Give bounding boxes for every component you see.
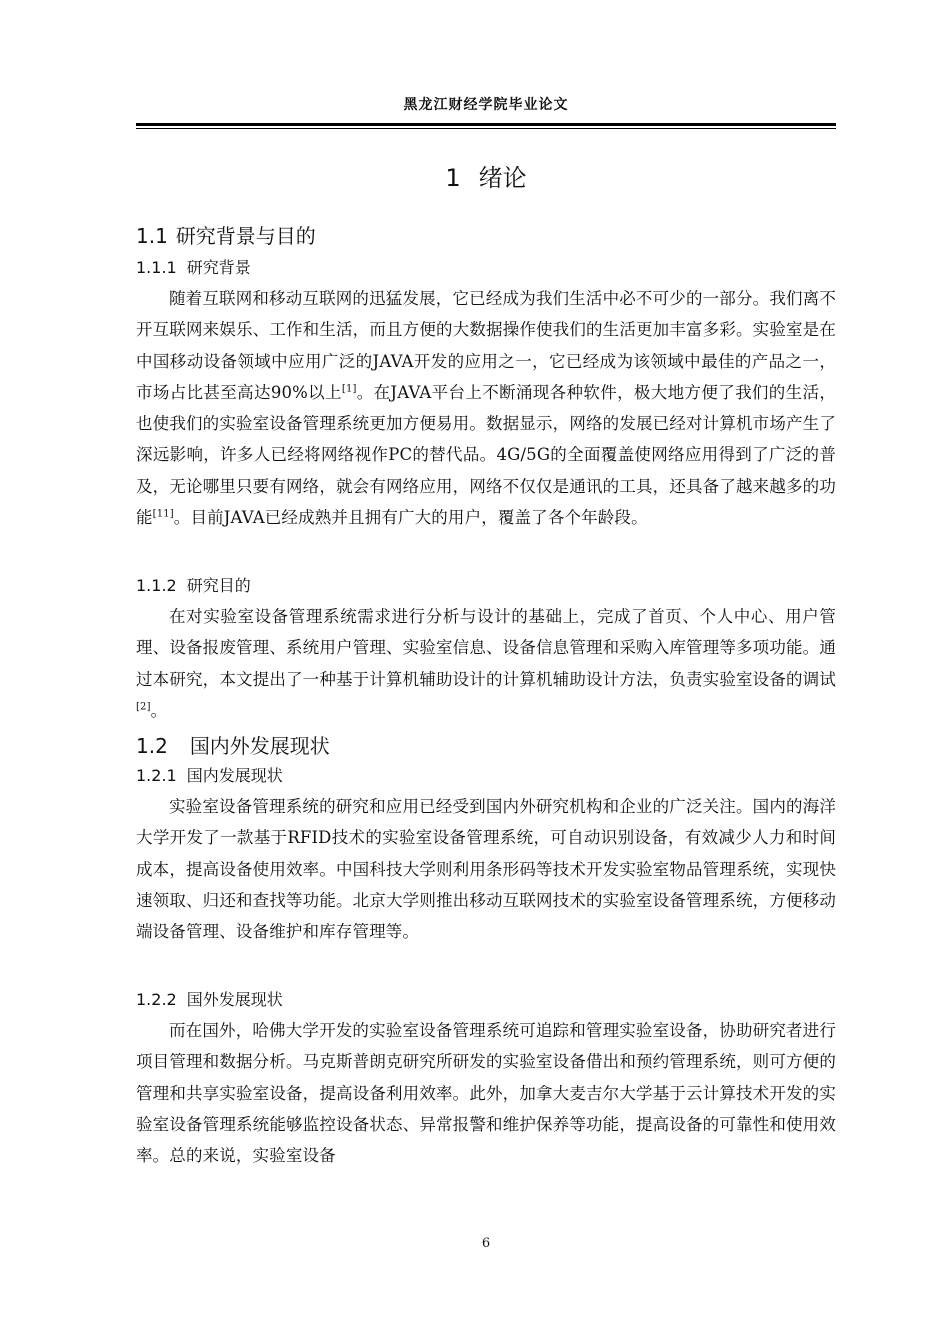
page-number: 6	[481, 1236, 491, 1251]
paragraph-research-purpose	[136, 601, 836, 726]
subsection-number: 1.2.1	[136, 766, 177, 785]
header-rule-thin	[136, 128, 836, 129]
section-heading-1-1	[136, 221, 836, 251]
chapter-number: 1	[445, 164, 461, 192]
subsection-number: 1.2.2	[136, 990, 177, 1009]
paragraph-text: 实验室设备管理系统的研究和应用已经受到国内外研究机构和企业的广泛关注。国内的海洋大学开发了一款基于RFID技术的实验室设备管理系统，可自动识别设备，有效减少人力和时间成本，提高设备使用效率。中国科技大学则利用条形码等技术开发实验室物品管理系统，实现快速领取、归还和查找等功能。北京大学则推出移动互联网技术的实验室设备管理系统，方便移动端设备管理、设备维护和库存管理等。	[136, 797, 836, 942]
section-title: 国内外发展现状	[189, 734, 330, 758]
paragraph-text: 。	[150, 700, 168, 720]
paragraph-text: 而在国外，哈佛大学开发的实验室设备管理系统可追踪和管理实验室设备，协助研究者进行项目管理和数据分析。马克斯普朗克研究所研发的实验室设备借出和预约管理系统，则可方便的管理和共享实验室设备，提高设备利用效率。此外，加拿大麦吉尔大学基于云计算技术开发的实验室设备管理系统能够监控设备状态、异常报警和维护保养等功能，提高设备的可靠性和使用效率。总的来说，实验室设备	[136, 1021, 836, 1166]
subsection-heading-1-1-2	[136, 574, 836, 598]
paragraph-text: 。在JAVA平台上不断涌现各种软件，极大地方便了我们的生活，也使我们的实验室设备管理系统更加方便易用。数据显示，网络的发展已经对计算机市场产生了深远影响，许多人已经将网络视作PC的替代品。4G/5G的全面覆盖使网络应用得到了广泛的普及，无论哪里只要有网络，就会有网络应用，网络不仅仅是通讯的工具，还具备了越来越多的功能	[136, 382, 836, 528]
subsection-title: 研究背景	[186, 258, 251, 277]
chapter-title: 绪论	[478, 164, 527, 192]
section-number: 1.1	[136, 224, 168, 248]
section-heading-1-2	[136, 731, 836, 761]
paragraph-domestic-status	[136, 791, 836, 947]
running-header: 黑龙江财经学院毕业论文	[403, 97, 569, 113]
subsection-number: 1.1.2	[136, 576, 177, 595]
subsection-heading-1-2-2	[136, 988, 836, 1012]
subsection-title: 国内发展现状	[186, 766, 283, 785]
subsection-title: 国外发展现状	[186, 990, 283, 1009]
citation: [2]	[136, 701, 151, 713]
subsection-heading-1-1-1	[136, 256, 836, 280]
citation: [1]	[341, 383, 357, 395]
header-rule-thick	[136, 123, 836, 126]
section-number: 1.2	[136, 734, 168, 758]
paragraph-text: 随着互联网和移动互联网的迅猛发展，它已经成为我们生活中必不可少的一部分。我们离不开互联网来娱乐、工作和生活，而且方便的大数据操作使我们的生活更加丰富多彩。实验室是在中国移动设备领域中应用广泛的JAVA开发的应用之一，它已经成为该领域中最佳的产品之一，市场占比甚至高达90%以上	[136, 289, 836, 402]
paragraph-foreign-status	[136, 1015, 836, 1171]
paragraph-text: 。目前JAVA已经成熟并且拥有广大的用户，覆盖了各个年龄段。	[173, 508, 648, 528]
chapter-heading	[136, 160, 836, 196]
paragraph-text: 在对实验室设备管理系统需求进行分析与设计的基础上，完成了首页、个人中心、用户管理、设备报废管理、系统用户管理、实验室信息、设备信息管理和采购入库管理等多项功能。通过本研究，本文提出了一种基于计算机辅助设计的计算机辅助设计方法，负责实验室设备的调试	[136, 607, 836, 689]
subsection-title: 研究目的	[186, 576, 251, 595]
subsection-number: 1.1.1	[136, 258, 177, 277]
subsection-heading-1-2-1	[136, 764, 836, 788]
paragraph-research-background	[136, 283, 836, 533]
citation: [11]	[152, 508, 174, 520]
section-title: 研究背景与目的	[175, 224, 316, 248]
